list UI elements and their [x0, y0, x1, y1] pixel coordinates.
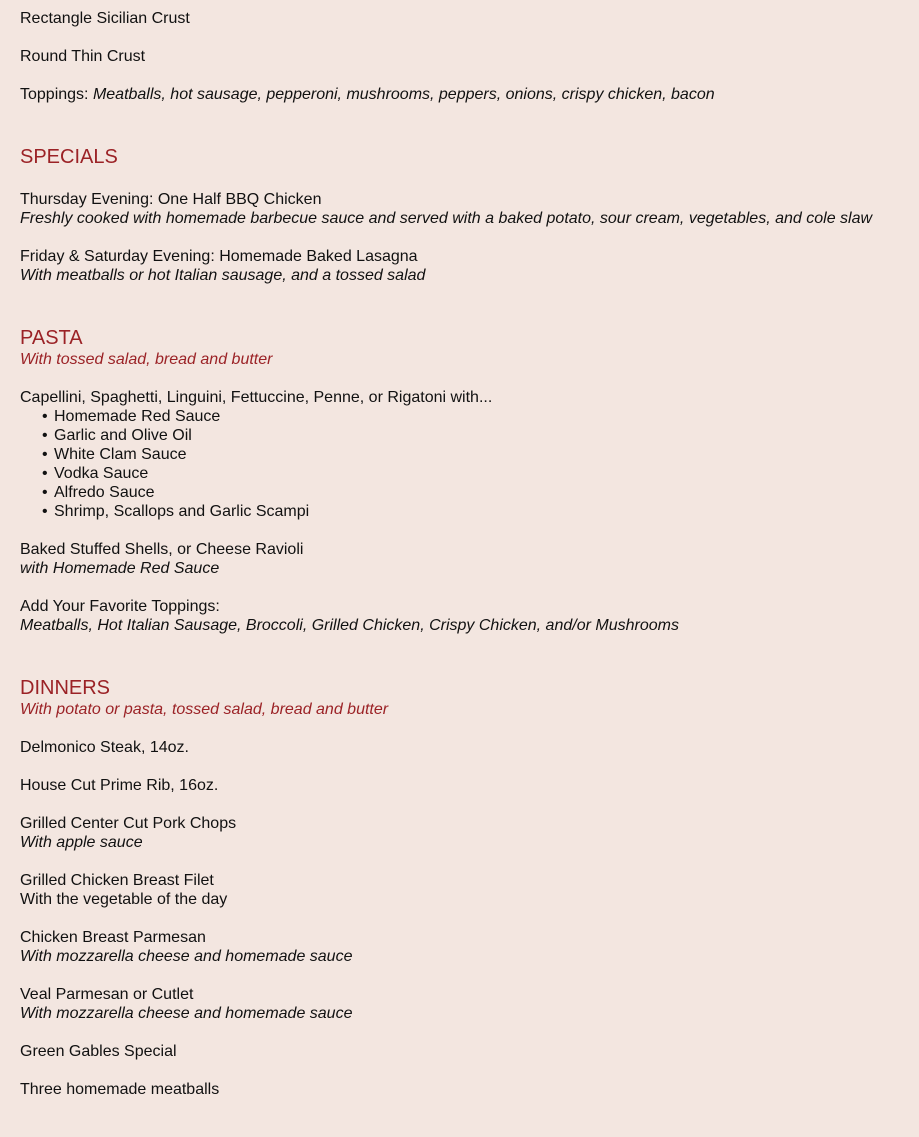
list-item [42, 407, 899, 426]
bullet-icon: • [42, 427, 48, 444]
special-item [20, 247, 899, 285]
dinner-name: Green Gables Special [20, 1043, 177, 1060]
dinner-desc: With mozzarella cheese and homemade sauce [20, 948, 353, 965]
dinner-name: Delmonico Steak, 14oz. [20, 739, 189, 756]
bullet-icon: • [42, 484, 48, 501]
dinner-item [20, 928, 899, 966]
pasta-addons [20, 597, 899, 635]
list-item [42, 502, 899, 521]
specials-heading: SPECIALS [20, 146, 118, 168]
dinner-cutoff-text: Three homemade meatballs [20, 1081, 220, 1098]
bullet-icon: • [42, 503, 48, 520]
dinner-item [20, 738, 899, 757]
sauce-name: Alfredo Sauce [54, 484, 155, 501]
shells-desc: with Homemade Red Sauce [20, 560, 220, 577]
dinners-heading: DINNERS [20, 677, 111, 699]
special-name: Friday & Saturday Evening: Homemade Baked Lasagna [20, 248, 418, 265]
toppings-label: Toppings: [20, 86, 93, 103]
list-item [42, 445, 899, 464]
sauce-name: Garlic and Olive Oil [54, 427, 192, 444]
dinner-item [20, 814, 899, 852]
pizza-section [20, 9, 899, 104]
dinner-desc: With mozzarella cheese and homemade sauce [20, 1005, 353, 1022]
bullet-icon: • [42, 446, 48, 463]
addon-list: Meatballs, Hot Italian Sausage, Broccoli, Grilled Chicken, Crispy Chicken, and/or Mushrooms [20, 617, 679, 634]
pasta-section [20, 326, 899, 635]
dinner-name: Chicken Breast Parmesan [20, 929, 206, 946]
crust-rectangle: Rectangle Sicilian Crust [20, 10, 190, 27]
list-item [42, 426, 899, 445]
sauce-name: Shrimp, Scallops and Garlic Scampi [54, 503, 310, 520]
specials-section [20, 145, 899, 285]
shells-name: Baked Stuffed Shells, or Cheese Ravioli [20, 541, 304, 558]
dinner-desc: With the vegetable of the day [20, 891, 228, 908]
dinner-item [20, 1042, 899, 1061]
dinners-section [20, 676, 899, 1099]
dinner-name: House Cut Prime Rib, 16oz. [20, 777, 219, 794]
sauce-name: Homemade Red Sauce [54, 408, 221, 425]
sauce-name: Vodka Sauce [54, 465, 149, 482]
dinner-desc: With apple sauce [20, 834, 143, 851]
dinner-item [20, 985, 899, 1023]
dinner-name: Grilled Chicken Breast Filet [20, 872, 214, 889]
special-desc: Freshly cooked with homemade barbecue sauce and served with a baked potato, sour cream, vegetables, and cole slaw [20, 210, 873, 227]
list-item [42, 483, 899, 502]
crust-round: Round Thin Crust [20, 48, 146, 65]
special-item [20, 190, 899, 228]
dinner-name: Grilled Center Cut Pork Chops [20, 815, 237, 832]
bullet-icon: • [42, 465, 48, 482]
dinner-item [20, 871, 899, 909]
special-name: Thursday Evening: One Half BBQ Chicken [20, 191, 322, 208]
shells-item [20, 540, 899, 578]
sauce-list [20, 407, 899, 521]
pasta-heading: PASTA [20, 327, 83, 349]
bullet-icon: • [42, 408, 48, 425]
dinner-item [20, 776, 899, 795]
special-desc: With meatballs or hot Italian sausage, and a tossed salad [20, 267, 426, 284]
pasta-intro: Capellini, Spaghetti, Linguini, Fettuccine, Penne, or Rigatoni with... [20, 389, 493, 406]
sauce-name: White Clam Sauce [54, 446, 187, 463]
list-item [42, 464, 899, 483]
dinner-name: Veal Parmesan or Cutlet [20, 986, 194, 1003]
toppings-list: Meatballs, hot sausage, pepperoni, mushrooms, peppers, onions, crispy chicken, bacon [92, 86, 715, 103]
addon-label: Add Your Favorite Toppings: [20, 598, 220, 615]
pasta-subtitle: With tossed salad, bread and butter [20, 351, 273, 368]
pizza-toppings [20, 85, 899, 104]
dinners-subtitle: With potato or pasta, tossed salad, bread and butter [20, 701, 389, 718]
pasta-choices [20, 388, 899, 521]
